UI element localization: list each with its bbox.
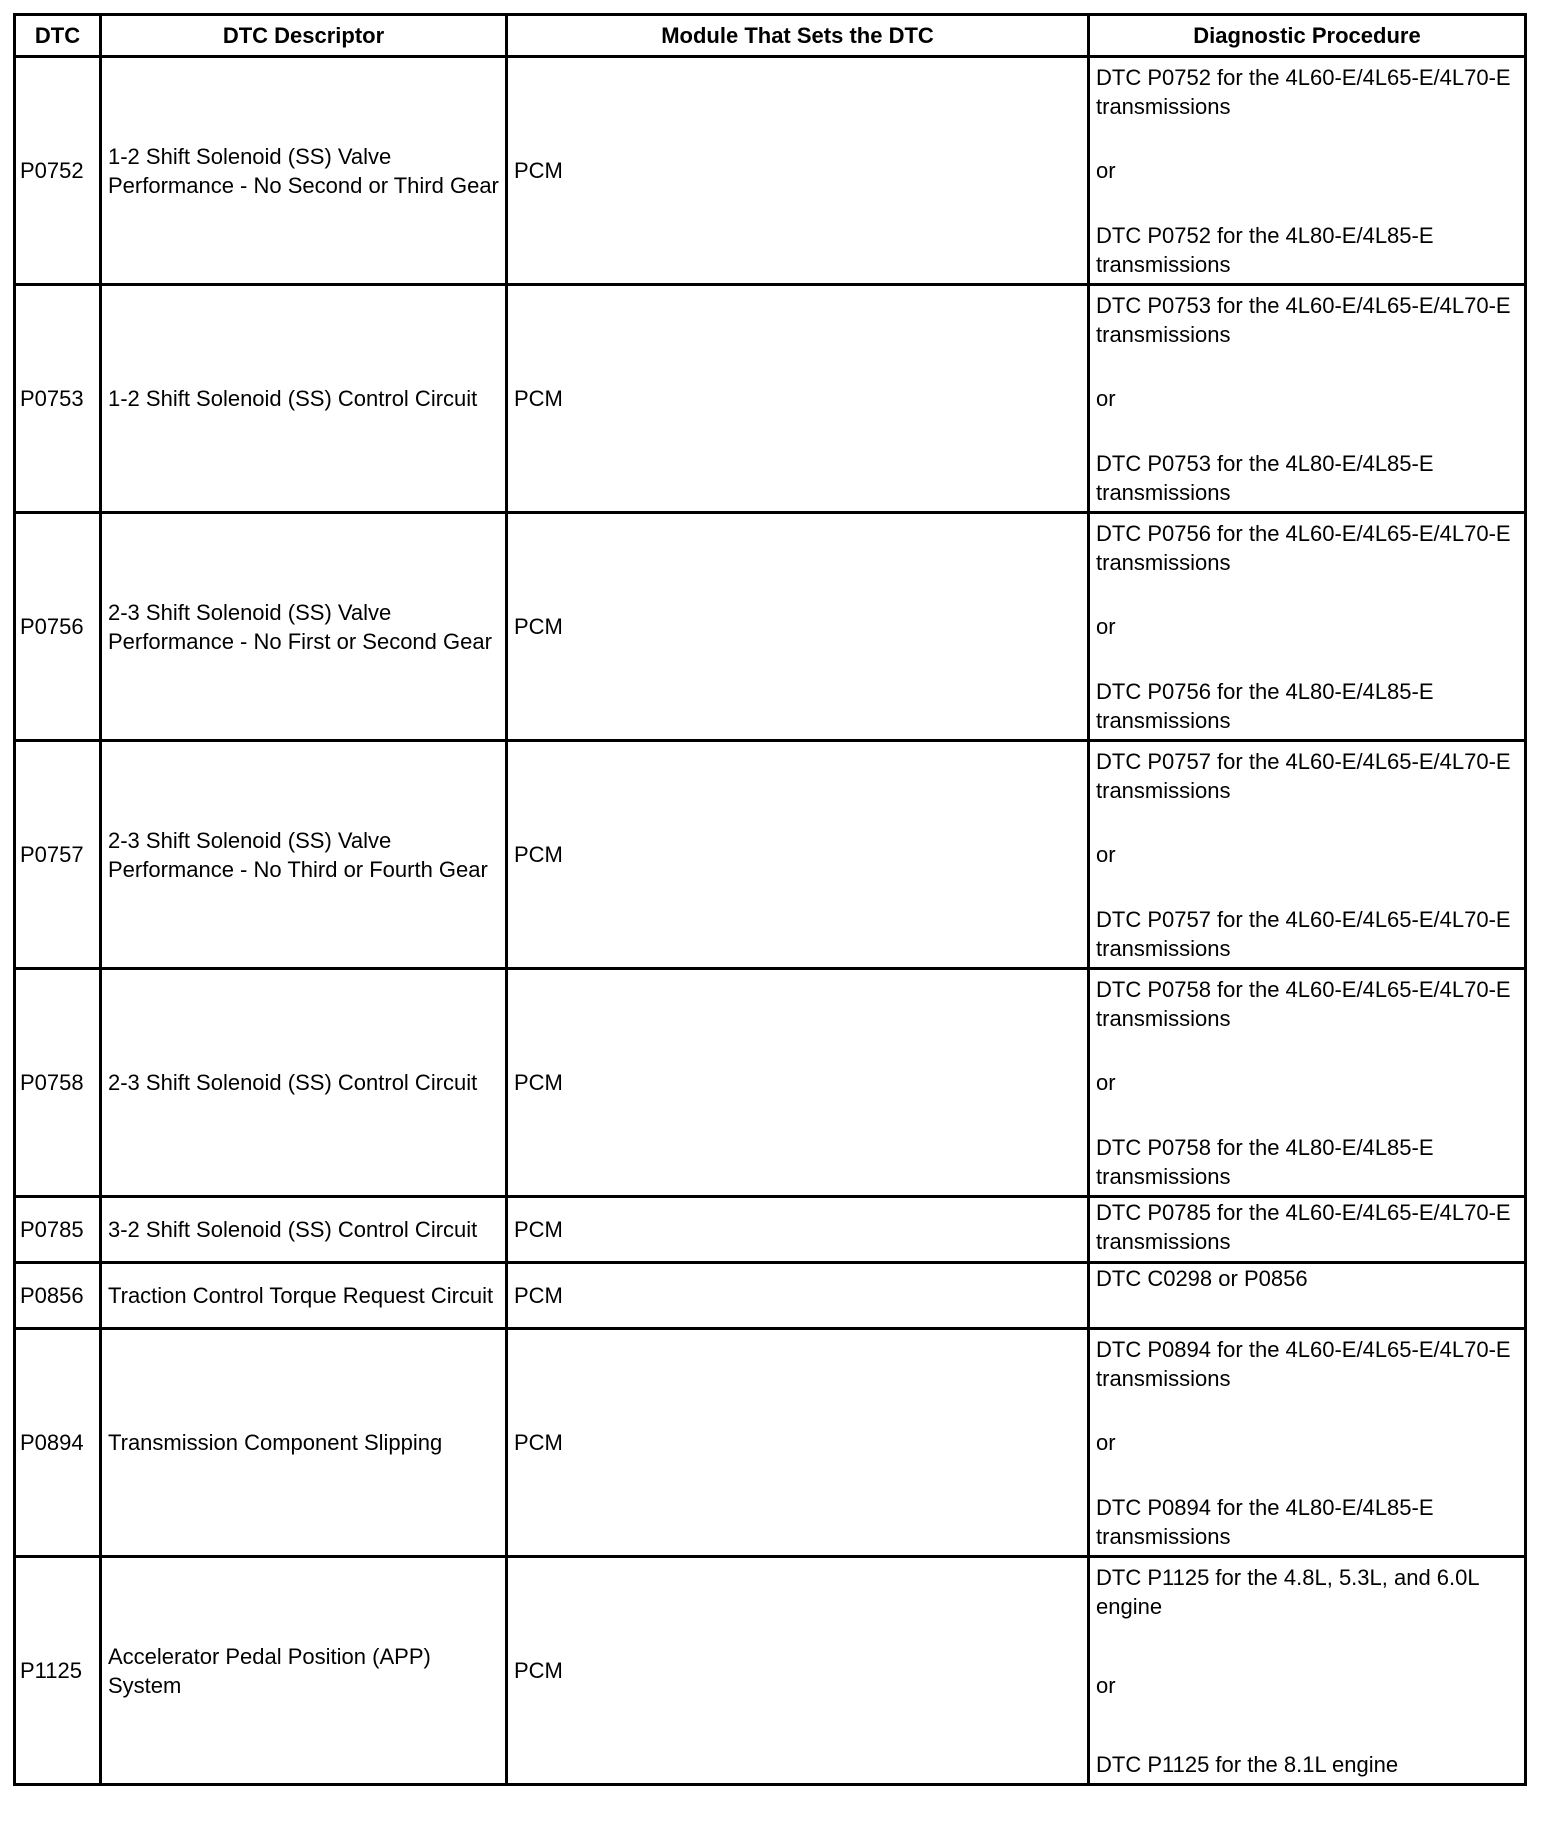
procedure-list	[1096, 1198, 1518, 1261]
module-cell: PCM	[507, 741, 1089, 969]
procedure-link[interactable]: DTC P0756 for the 4L60-E/4L65-E/4L70-E transmissions	[1096, 520, 1511, 575]
procedure-or-text: or	[1096, 1672, 1116, 1698]
module-cell: PCM	[507, 1197, 1089, 1263]
procedure-or-text: or	[1096, 158, 1116, 183]
dtc-descriptor-cell: 1-2 Shift Solenoid (SS) Valve Performance - No Second or Third Gear	[101, 57, 507, 285]
header-dtc-descriptor: DTC Descriptor	[101, 15, 507, 57]
header-module: Module That Sets the DTC	[507, 15, 1089, 57]
dtc-code-cell: P0752	[15, 57, 101, 285]
procedure-link[interactable]: DTC P0758 for the 4L80-E/4L85-E transmissions	[1096, 1134, 1434, 1189]
table-row	[15, 57, 1526, 285]
procedure-link[interactable]: DTC P0753 for the 4L80-E/4L85-E transmissions	[1096, 450, 1434, 505]
procedure-link[interactable]: DTC C0298 or P0856	[1096, 1266, 1308, 1291]
table-row	[15, 1197, 1526, 1263]
procedure-or-text: or	[1096, 1430, 1116, 1455]
diagnostic-procedure-cell	[1089, 1557, 1526, 1785]
dtc-code-cell: P0753	[15, 285, 101, 513]
module-cell: PCM	[507, 969, 1089, 1197]
procedure-or-text: or	[1096, 842, 1116, 867]
module-cell: PCM	[507, 1329, 1089, 1557]
diagnostic-procedure-cell	[1089, 285, 1526, 513]
dtc-code-cell: P0894	[15, 1329, 101, 1557]
dtc-descriptor-cell: 3-2 Shift Solenoid (SS) Control Circuit	[101, 1197, 507, 1263]
diagnostic-procedure-cell	[1089, 1197, 1526, 1263]
procedure-list	[1096, 975, 1518, 1191]
dtc-code-cell: P0758	[15, 969, 101, 1197]
table-row	[15, 513, 1526, 741]
module-cell: PCM	[507, 1263, 1089, 1329]
table-row	[15, 1263, 1526, 1329]
table-body	[15, 57, 1526, 1785]
dtc-code-cell: P1125	[15, 1557, 101, 1785]
diagnostic-procedure-cell	[1089, 57, 1526, 285]
procedure-list	[1096, 519, 1518, 735]
procedure-link[interactable]: DTC P0752 for the 4L60-E/4L65-E/4L70-E transmissions	[1096, 64, 1511, 119]
dtc-descriptor-cell: 2-3 Shift Solenoid (SS) Valve Performance - No Third or Fourth Gear	[101, 741, 507, 969]
procedure-list	[1096, 1335, 1518, 1551]
module-cell: PCM	[507, 285, 1089, 513]
dtc-code-cell: P0785	[15, 1197, 101, 1263]
diagnostic-procedure-cell	[1089, 1263, 1526, 1329]
procedure-link[interactable]: DTC P1125 for the 4.8L, 5.3L, and 6.0L engine	[1096, 1564, 1479, 1619]
procedure-list	[1096, 1563, 1518, 1779]
dtc-descriptor-cell: Accelerator Pedal Position (APP) System	[101, 1557, 507, 1785]
procedure-link[interactable]: DTC P0752 for the 4L80-E/4L85-E transmissions	[1096, 222, 1434, 277]
procedure-or-text: or	[1096, 386, 1116, 411]
module-cell: PCM	[507, 57, 1089, 285]
diagnostic-procedure-cell	[1089, 741, 1526, 969]
table-row	[15, 969, 1526, 1197]
procedure-link[interactable]: DTC P0785 for the 4L60-E/4L65-E/4L70-E transmissions	[1096, 1200, 1511, 1254]
dtc-descriptor-cell: Transmission Component Slipping	[101, 1329, 507, 1557]
dtc-descriptor-cell: 2-3 Shift Solenoid (SS) Control Circuit	[101, 969, 507, 1197]
table-row	[15, 285, 1526, 513]
header-dtc: DTC	[15, 15, 101, 57]
procedure-link[interactable]: DTC P0894 for the 4L80-E/4L85-E transmissions	[1096, 1494, 1434, 1549]
diagnostic-procedure-cell	[1089, 969, 1526, 1197]
procedure-list	[1096, 1264, 1518, 1327]
diagnostic-procedure-cell	[1089, 513, 1526, 741]
dtc-descriptor-cell: 2-3 Shift Solenoid (SS) Valve Performance - No First or Second Gear	[101, 513, 507, 741]
procedure-link[interactable]: DTC P0756 for the 4L80-E/4L85-E transmissions	[1096, 678, 1434, 733]
diagnostic-procedure-cell	[1089, 1329, 1526, 1557]
table-row	[15, 1329, 1526, 1557]
dtc-code-cell: P0757	[15, 741, 101, 969]
procedure-link[interactable]: DTC P0757 for the 4L60-E/4L65-E/4L70-E transmissions	[1096, 906, 1511, 961]
table-row	[15, 741, 1526, 969]
procedure-or-text: or	[1096, 614, 1116, 639]
procedure-or-text: or	[1096, 1070, 1116, 1095]
dtc-table	[13, 13, 1527, 1786]
module-cell: PCM	[507, 513, 1089, 741]
dtc-descriptor-cell: Traction Control Torque Request Circuit	[101, 1263, 507, 1329]
procedure-list	[1096, 747, 1518, 963]
module-cell: PCM	[507, 1557, 1089, 1785]
procedure-link[interactable]: DTC P0753 for the 4L60-E/4L65-E/4L70-E transmissions	[1096, 292, 1511, 347]
dtc-code-cell: P0856	[15, 1263, 101, 1329]
table-header-row	[15, 15, 1526, 57]
procedure-link[interactable]: DTC P0894 for the 4L60-E/4L65-E/4L70-E transmissions	[1096, 1336, 1511, 1391]
procedure-link[interactable]: DTC P0757 for the 4L60-E/4L65-E/4L70-E transmissions	[1096, 748, 1511, 803]
procedure-list	[1096, 63, 1518, 279]
procedure-link[interactable]: DTC P1125 for the 8.1L engine	[1096, 1751, 1399, 1777]
table-row	[15, 1557, 1526, 1785]
header-diagnostic-procedure: Diagnostic Procedure	[1089, 15, 1526, 57]
procedure-link[interactable]: DTC P0758 for the 4L60-E/4L65-E/4L70-E transmissions	[1096, 976, 1511, 1031]
procedure-list	[1096, 291, 1518, 507]
dtc-code-cell: P0756	[15, 513, 101, 741]
dtc-descriptor-cell: 1-2 Shift Solenoid (SS) Control Circuit	[101, 285, 507, 513]
